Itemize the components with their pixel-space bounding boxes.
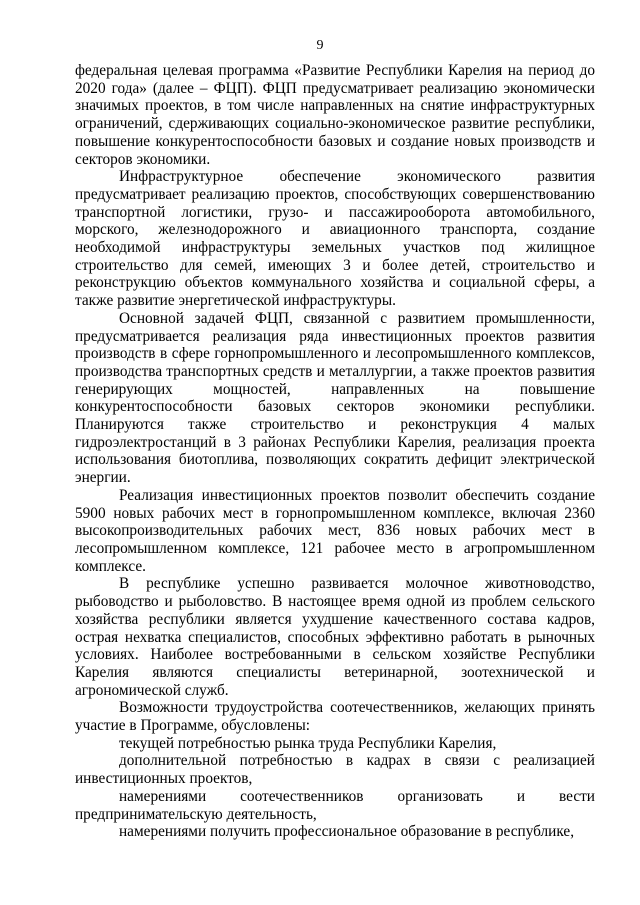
- paragraph-8: дополнительной потребностью в кадрах в связи с реализацией инвестиционных проектов,: [75, 752, 595, 788]
- paragraph-1: федеральная целевая программа «Развитие Республики Карелия на период до 2020 года» (далее – ФЦП). ФЦП предусматривает реализацию экономически значимых проектов, в том числе направленных на снятие инфраструктурных ограничений, сдерживающих социально-экономическое развитие республики, повышение конкурентоспособности базовых и создание новых производств и секторов экономики.: [75, 62, 595, 168]
- paragraph-6: Возможности трудоустройства соотечественников, желающих принять участие в Программе, обусловлены:: [75, 699, 595, 735]
- paragraph-9: намерениями соотечественников организовать и вести предпринимательскую деятельность,: [75, 787, 595, 823]
- paragraph-5: В республике успешно развивается молочное животноводство, рыбоводство и рыболовство. В настоящее время одной из проблем сельского хозяйства республики является ухудшение качественного состава кадров, острая нехватка специалистов, способных эффективно работать в рыночных условиях. Наиболее востребованными в сельском хозяйстве Республики Карелия являются специалисты ветеринарной, зоотехнической и агрономической служб.: [75, 575, 595, 699]
- page-number: 9: [316, 38, 324, 53]
- paragraph-7: текущей потребностью рынка труда Республики Карелия,: [119, 734, 497, 752]
- paragraph-10: намерениями получить профессиональное образование в республике,: [119, 823, 575, 841]
- paragraph-4: Реализация инвестиционных проектов позволит обеспечить создание 5900 новых рабочих мест в горнопромышленном комплексе, включая 2360 высокопроизводительных рабочих мест, 836 новых рабочих мест в лесопромышленном комплексе, 121 рабочее место в агропромышленном комплексе.: [75, 486, 595, 575]
- paragraph-3: Основной задачей ФЦП, связанной с развитием промышленности, предусматривается реализация ряда инвестиционных проектов развития производств в сфере горнопромышленного и лесопромышленного комплексов, производства транспортных средств и металлургии, а также проектов развития генерирующих мощностей, направленных на повышение конкурентоспособности базовых секторов экономики республики. Планируются также строительство и реконструкция 4 малых гидроэлектростанций в 3 районах Республики Карелия, реализация проекта использования биотоплива, позволяющих сократить дефицит электрической энергии.: [75, 309, 595, 487]
- paragraph-2: Инфраструктурное обеспечение экономического развития предусматривает реализацию проектов, способствующих совершенствованию транспортной логистики, грузо- и пассажирооборота автомобильного, морского, железнодорожного и авиационного транспорта, создание необходимой инфраструктуры земельных участков под жилищное строительство для семей, имеющих 3 и более детей, строительство и реконструкцию объектов коммунального хозяйства и социальной сферы, а также развитие энергетической инфраструктуры.: [75, 168, 595, 310]
- body-text: [75, 62, 595, 841]
